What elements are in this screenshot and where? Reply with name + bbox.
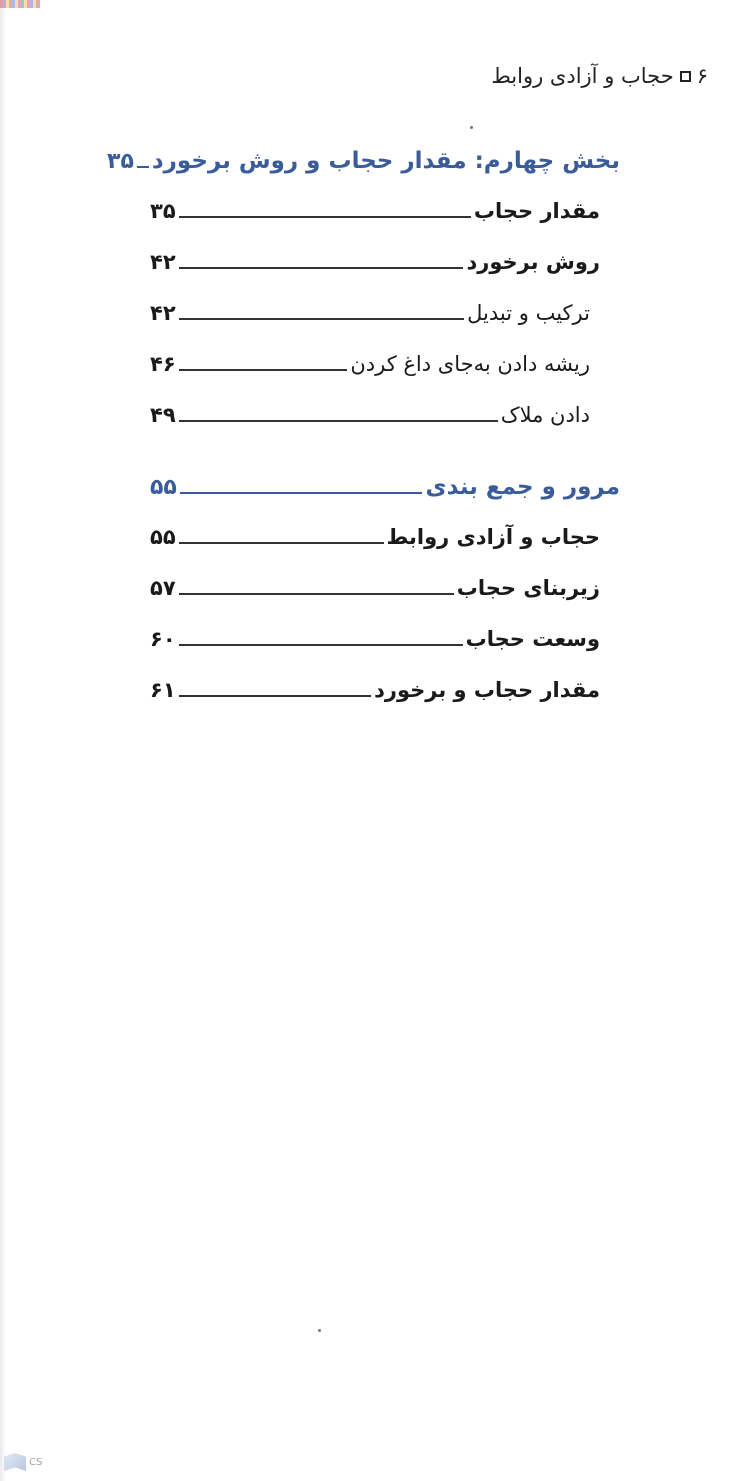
header-book-title: حجاب و آزادی روابط [491, 64, 674, 88]
toc-section-summary [150, 474, 620, 729]
dotted-leader [179, 369, 348, 371]
toc-entry[interactable] [150, 250, 620, 301]
toc-heading[interactable] [107, 148, 620, 199]
speck [318, 1329, 321, 1332]
toc-entry-page: ۶۰ [150, 627, 176, 651]
toc-entry[interactable] [150, 576, 620, 627]
dotted-leader [137, 166, 149, 168]
toc-entry[interactable] [150, 199, 620, 250]
toc-entry-title: زیربنای حجاب [456, 576, 600, 600]
toc-entry-title: مقدار حجاب [473, 199, 600, 223]
toc-heading-title: بخش چهارم: مقدار حجاب و روش برخورد [151, 148, 620, 174]
toc-entry-title: حجاب و آزادی روابط [386, 525, 600, 549]
toc-heading-page: ۵۵ [150, 475, 177, 500]
toc-entry-title: وسعت حجاب [465, 627, 600, 651]
toc-entry[interactable] [150, 678, 620, 729]
toc-entry[interactable] [150, 525, 620, 576]
dotted-leader [179, 593, 454, 595]
dotted-leader [179, 644, 463, 646]
toc-entry-page: ۴۲ [150, 250, 176, 274]
dotted-leader [179, 420, 498, 422]
toc-section-part-four [107, 148, 620, 454]
toc-heading-title: مرور و جمع بندی [425, 474, 620, 500]
toc-entry-page: ۵۵ [150, 525, 176, 549]
dotted-leader [179, 216, 471, 218]
toc-entry-title: مقدار حجاب و برخورد [374, 678, 600, 702]
page-edge [0, 0, 6, 1481]
toc-heading-page: ۳۵ [107, 149, 134, 174]
speck [470, 126, 473, 129]
toc-entry-page: ۶۱ [150, 678, 176, 702]
toc-entry-page: ۳۵ [150, 199, 176, 223]
header-page-number: ۶ [696, 64, 708, 88]
table-of-contents [107, 148, 620, 749]
toc-entry-title: دادن ملاک [500, 403, 590, 427]
toc-entry-title: ترکیب و تبدیل [467, 301, 590, 325]
toc-entry-page: ۵۷ [150, 576, 176, 600]
corner-decoration [0, 0, 40, 8]
book-logo-icon [4, 1453, 26, 1471]
toc-entry[interactable] [150, 627, 620, 678]
toc-heading[interactable] [150, 474, 620, 525]
dotted-leader [179, 695, 371, 697]
toc-subentry[interactable] [150, 301, 620, 352]
dotted-leader [180, 492, 423, 494]
running-head [491, 64, 708, 88]
dotted-leader [179, 542, 384, 544]
dotted-leader [179, 267, 464, 269]
toc-subentry[interactable] [150, 352, 620, 403]
scanner-logo [4, 1449, 64, 1475]
square-bullet-icon [680, 71, 691, 82]
toc-entry-page: ۴۹ [150, 403, 176, 427]
toc-entry-title: روش برخورد [466, 250, 600, 274]
toc-entry-page: ۴۲ [150, 301, 176, 325]
dotted-leader [179, 318, 465, 320]
logo-text: CS [29, 1456, 43, 1468]
toc-entry-title: ریشه دادن به‌جای داغ کردن [350, 352, 590, 376]
toc-subentry[interactable] [150, 403, 620, 454]
toc-entry-page: ۴۶ [150, 352, 176, 376]
